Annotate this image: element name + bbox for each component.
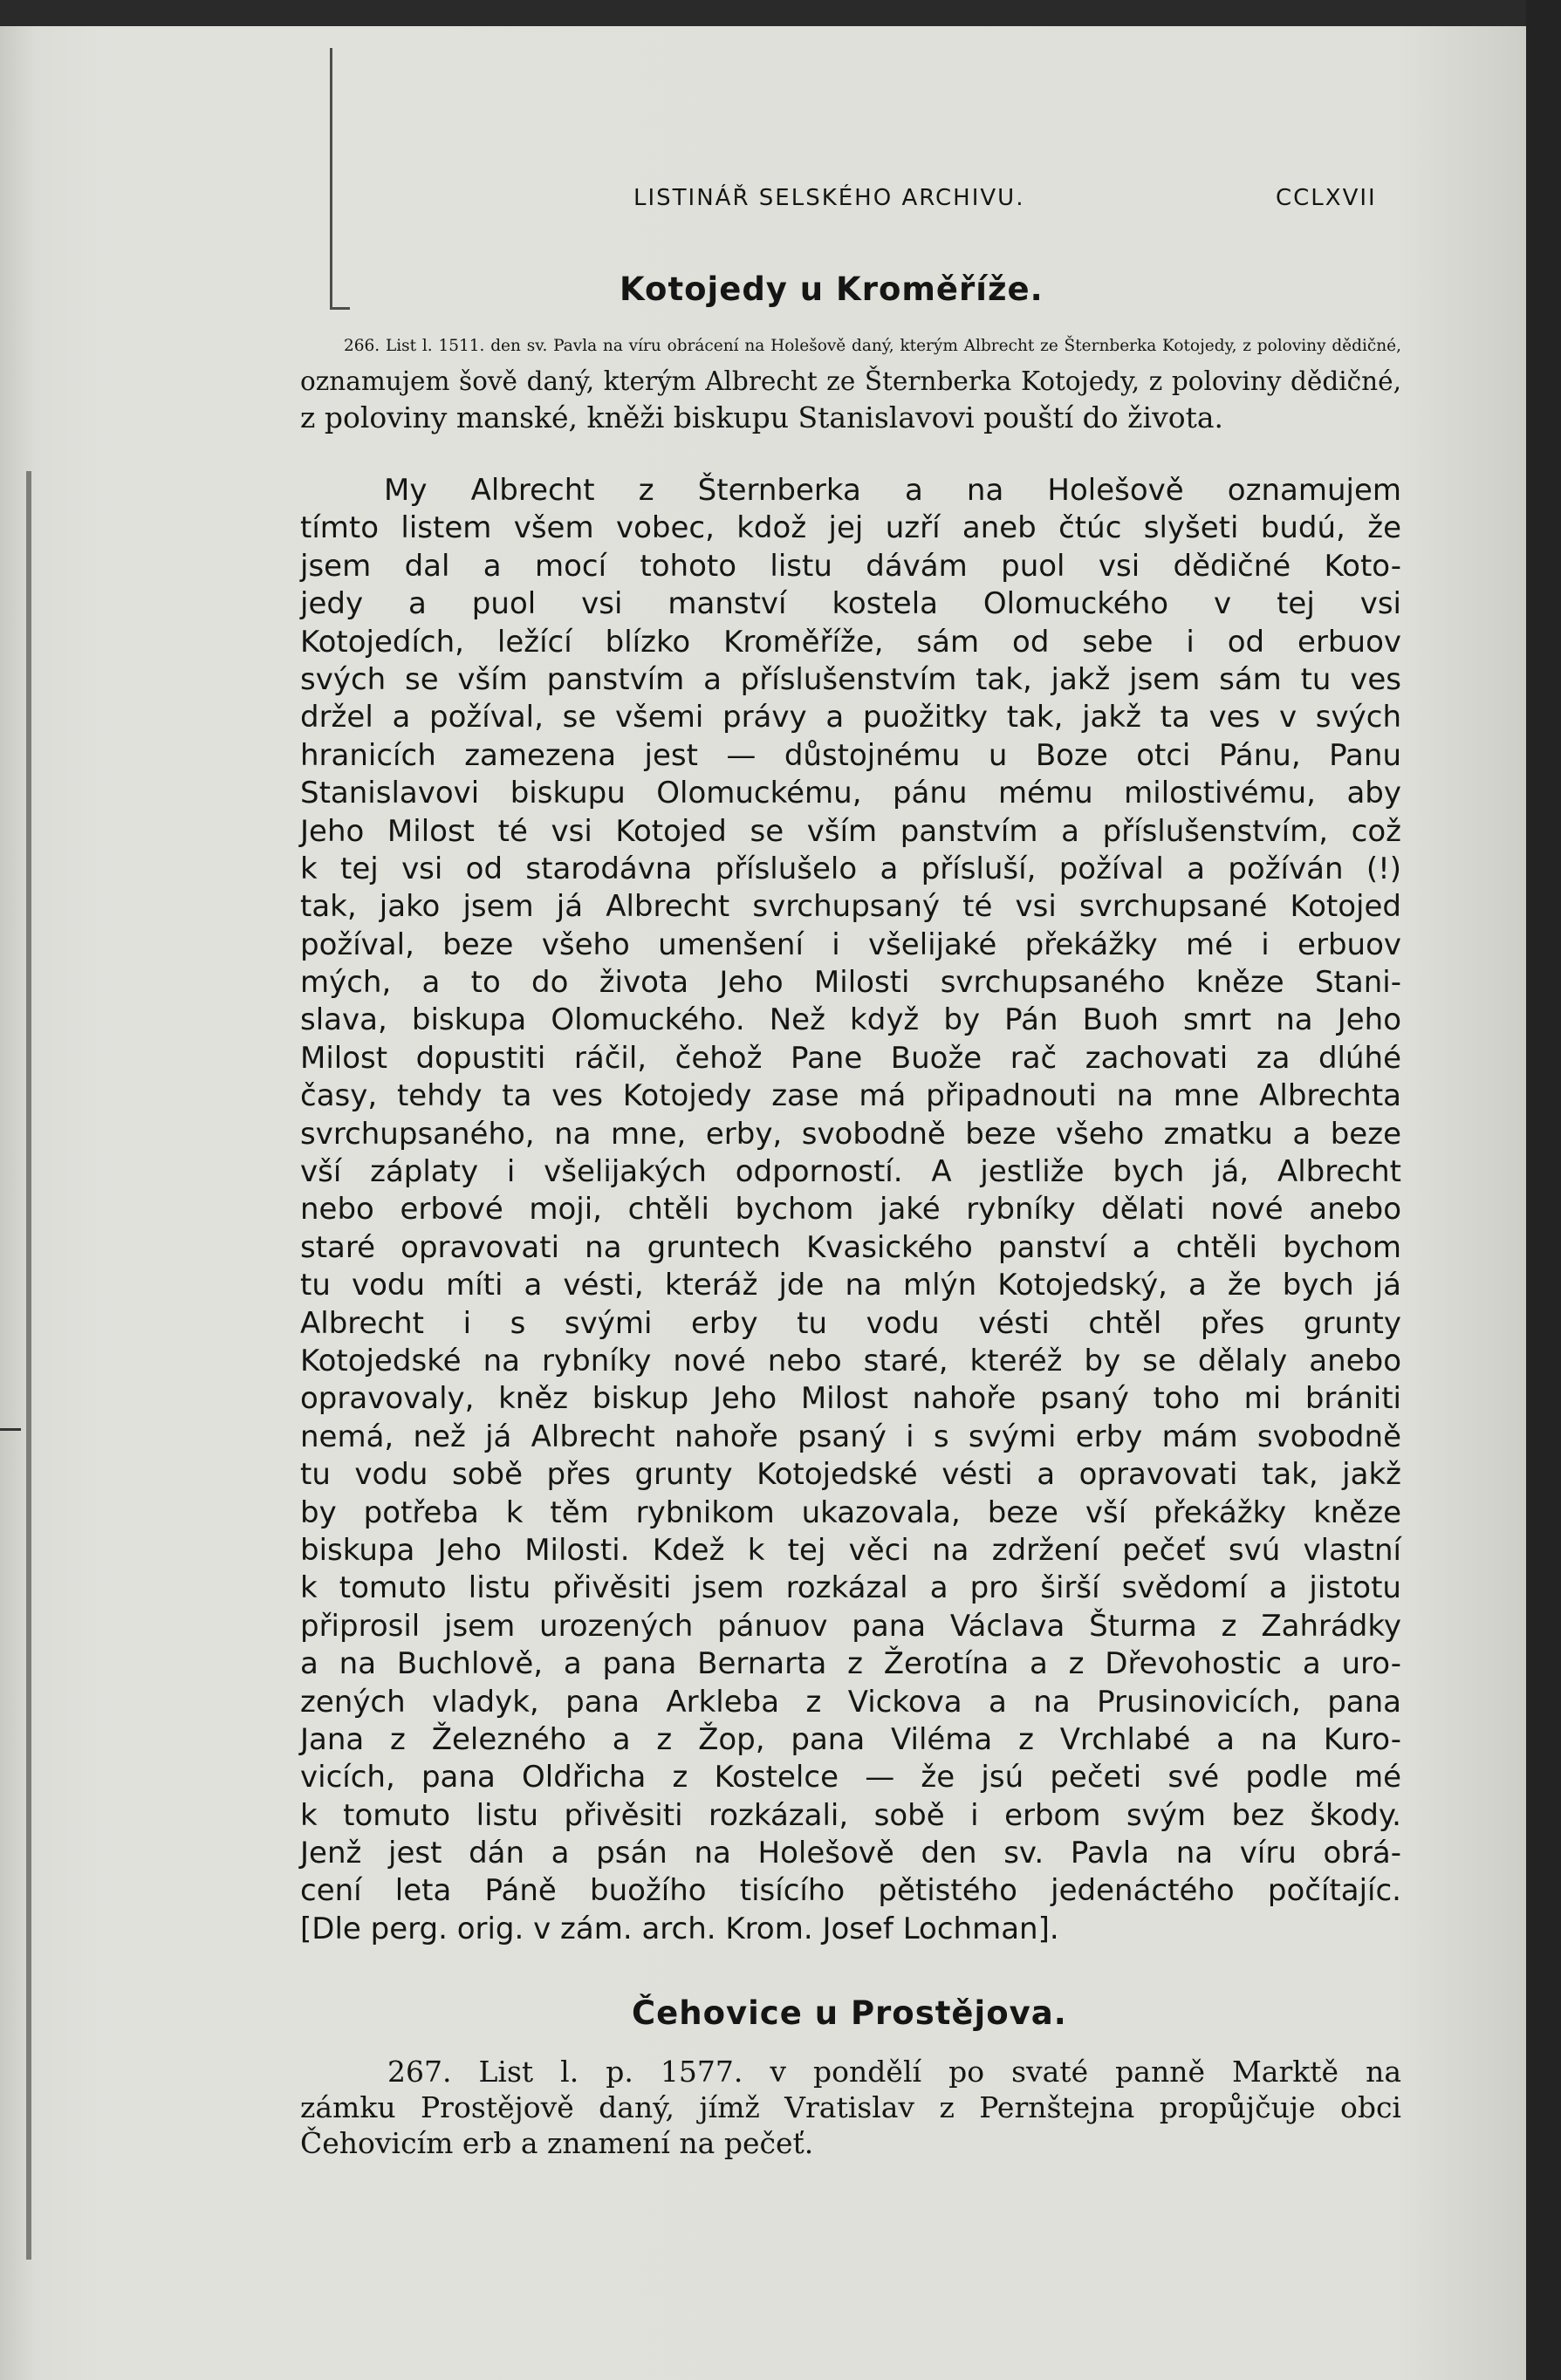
margin-dash: [0, 1428, 21, 1431]
text-line: vší záplaty i všelijakých odporností. A jestliže bych já, Albrecht: [300, 1154, 1401, 1190]
text-line: jedy a puol vsi manství kostela Olomuckého v tej vsi: [300, 586, 1401, 622]
text-line: slava, biskupa Olomuckého. Než když by Pán Buoh smrt na Jeho: [300, 1002, 1401, 1038]
regest-line: z poloviny manské, kněži biskupu Stanislavovi pouští do života.: [300, 400, 1224, 434]
margin-bracket-tick: [332, 307, 350, 310]
text-line: Milost dopustiti ráčil, čehož Pane Buože rač zachovati za dlúhé: [300, 1040, 1401, 1076]
charter-text-266: [300, 472, 1401, 1948]
margin-bracket: [330, 48, 332, 310]
text-line: a na Buchlově, a pana Bernarta z Žerotína a z Dřevohostic a uro-: [300, 1646, 1401, 1682]
text-line: tu vodu sobě přes grunty Kotojedské vésti a opravovati tak, jakž: [300, 1457, 1401, 1493]
regest-line: 266. List l. 1511. den sv. Pavla na víru obrácení na Holešově daný, kterým Albrecht ze Šternberka Kotojedy, z poloviny dědičné,: [344, 337, 1401, 355]
text-line: cení leta Páně buožího tisícího pětistého jedenáctého počítajíc.: [300, 1873, 1401, 1909]
scan-top-border: [0, 0, 1561, 26]
regest-line: oznamujem šově daný, kterým Albrecht ze Šternberka Kotojedy, z poloviny dědičné,: [300, 366, 1401, 396]
text-line: tu vodu míti a vésti, kteráž jde na mlýn Kotojedský, a že bych já: [300, 1268, 1401, 1303]
section-title-kotojedy: Kotojedy u Kroměříže.: [620, 270, 1044, 308]
text-line: nemá, než já Albrecht nahoře psaný i s svými erby mám svobodně: [300, 1419, 1401, 1454]
text-line: Stanislavovi biskupu Olomuckému, pánu mému milostivému, aby: [300, 776, 1401, 811]
regest-line: zámku Prostějově daný, jímž Vratislav z Pernštejna propůjčuje obci: [300, 2090, 1401, 2124]
regest-267: [300, 2054, 1401, 2161]
text-line: Kotojedích, ležící blízko Kroměříže, sám od sebe i od erbuov: [300, 624, 1401, 660]
text-line: zených vladyk, pana Arkleba z Vickova a na Prusinovicích, pana: [300, 1684, 1401, 1720]
text-line: [Dle perg. orig. v zám. arch. Krom. Josef Lochman].: [300, 1911, 1059, 1946]
text-line: Jana z Železného a z Žop, pana Viléma z Vrchlabé a na Kuro-: [300, 1721, 1401, 1757]
text-line: časy, tehdy ta ves Kotojedy zase má připadnouti na mne Albrechta: [300, 1078, 1401, 1114]
page-number: CCLXVII: [1276, 185, 1377, 211]
text-line: požíval, beze všeho umenšení i všelijaké překážky mé i erbuov: [300, 927, 1401, 962]
regest-line: Čehovicím erb a znamení na pečeť.: [300, 2126, 814, 2160]
text-line: připrosil jsem urozených pánuov pana Václava Šturma z Zahrádky: [300, 1608, 1401, 1644]
text-line: by potřeba k těm rybnikom ukazovala, beze vší překážky kněze: [300, 1494, 1401, 1530]
text-line: mých, a to do života Jeho Milosti svrchupsaného kněze Stani-: [300, 965, 1401, 1001]
text-line: hranicích zamezena jest — důstojnému u Boze otci Pánu, Panu: [300, 737, 1401, 773]
text-line: k tej vsi od starodávna příslušelo a přísluší, požíval a požíván (!): [300, 851, 1401, 886]
text-line: svých se vším panstvím a příslušenstvím tak, jakž jsem sám tu ves: [300, 661, 1401, 697]
regest-line: 267. List l. p. 1577. v pondělí po svaté panně Marktě na: [387, 2055, 1401, 2089]
text-line: Jeho Milost té vsi Kotojed se vším panstvím a příslušenstvím, což: [300, 813, 1401, 849]
section-title-cehovice: Čehovice u Prostějova.: [632, 1994, 1067, 2032]
scan-right-border: [1526, 0, 1561, 2380]
text-line: nebo erbové moji, chtěli bychom jaké rybníky dělati nové anebo: [300, 1192, 1401, 1228]
text-line: Albrecht i s svými erby tu vodu vésti chtěl přes grunty: [300, 1305, 1401, 1341]
text-line: jsem dal a mocí tohoto listu dávám puol vsi dědičné Koto-: [300, 548, 1401, 584]
text-line: držel a požíval, se všemi právy a puožitky tak, jakž ta ves v svých: [300, 700, 1401, 735]
text-line: svrchupsaného, na mne, erby, svobodně beze všeho zmatku a beze: [300, 1116, 1401, 1152]
text-line: tak, jako jsem já Albrecht svrchupsaný té vsi svrchupsané Kotojed: [300, 889, 1401, 925]
text-line: Kotojedské na rybníky nové nebo staré, kteréž by se dělaly anebo: [300, 1343, 1401, 1378]
text-line: staré opravovati na gruntech Kvasického panství a chtěli bychom: [300, 1229, 1401, 1265]
text-line: k tomuto listu přivěsiti jsem rozkázal a pro širší svědomí a jistotu: [300, 1570, 1401, 1606]
text-line: My Albrecht z Šternberka a na Holešově oznamujem: [384, 473, 1401, 508]
running-header: LISTINÁŘ SELSKÉHO ARCHIVU.: [633, 185, 1025, 211]
text-line: k tomuto listu přivěsiti rozkázali, sobě i erbom svým bez škody.: [300, 1797, 1401, 1833]
text-line: tímto listem všem vobec, kdož jej uzří aneb čtúc slyšeti budú, že: [300, 510, 1401, 546]
text-line: vicích, pana Oldřicha z Kostelce — že jsú pečeti své podle mé: [300, 1760, 1401, 1795]
text-line: opravovaly, kněz biskup Jeho Milost nahoře psaný toho mi brániti: [300, 1381, 1401, 1417]
page-left-edge: [26, 471, 31, 2260]
text-line: biskupa Jeho Milosti. Kdež k tej věci na zdržení pečeť svú vlastní: [300, 1532, 1401, 1568]
regest-266: [300, 328, 1401, 435]
text-line: Jenž jest dán a psán na Holešově den sv. Pavla na víru obrá-: [300, 1836, 1401, 1871]
